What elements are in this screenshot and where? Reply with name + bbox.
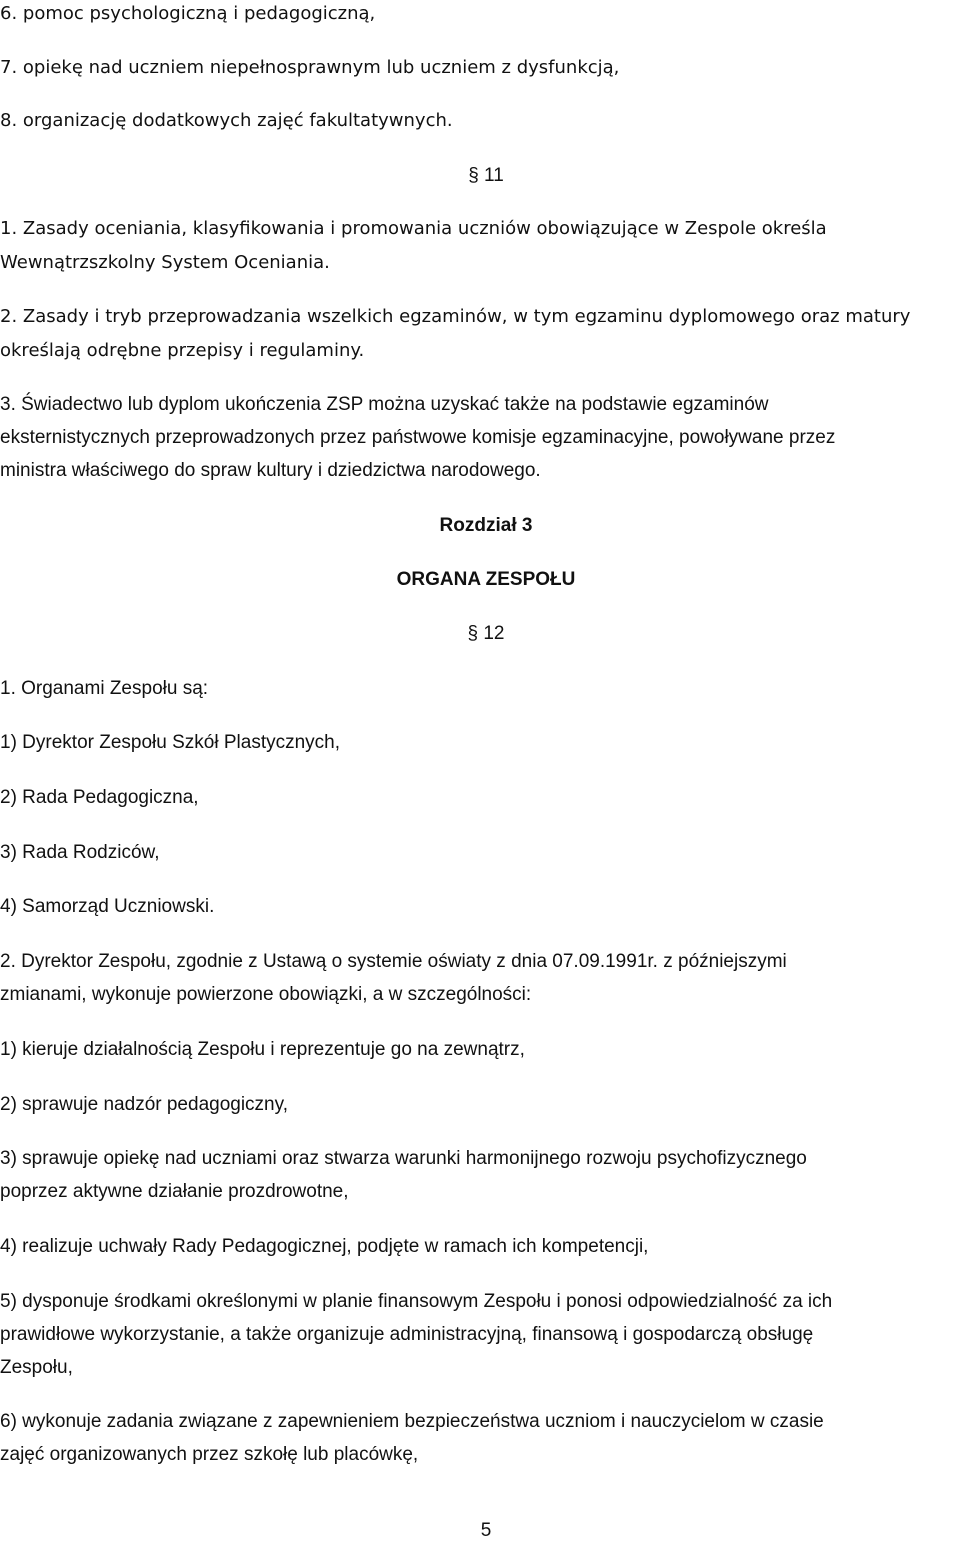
section-heading-11: § 11: [468, 165, 504, 186]
chapter-subtitle: ORGANA ZESPOŁU: [396, 569, 576, 590]
chapter-title: Rozdział 3: [439, 515, 533, 536]
list-item: poprzez aktywne działanie prozdrowotne,: [0, 1181, 349, 1202]
paragraph-line: Wewnątrzszkolny System Oceniania.: [0, 252, 330, 273]
list-item: Zespołu,: [0, 1357, 73, 1378]
paragraph-line: 1. Zasady oceniania, klasyfikowania i promowania uczniów obowiązujące w Zespole określa: [0, 218, 827, 239]
paragraph-line: 1. Organami Zespołu są:: [0, 678, 209, 699]
list-item: 6) wykonuje zadania związane z zapewnieniem bezpieczeństwa uczniom i nauczycielom w czasie: [0, 1411, 824, 1432]
paragraph-line: 2. Zasady i tryb przeprowadzania wszelkich egzaminów, w tym egzaminu dyplomowego oraz matury: [0, 306, 911, 327]
list-item: 1) kieruje działalnością Zespołu i reprezentuje go na zewnątrz,: [0, 1039, 525, 1060]
list-item: zajęć organizowanych przez szkołę lub placówkę,: [0, 1444, 419, 1465]
paragraph-line: określają odrębne przepisy i regulaminy.: [0, 340, 365, 361]
paragraph-line: ministra właściwego do spraw kultury i dziedzictwa narodowego.: [0, 460, 541, 481]
paragraph-line: eksternistycznych przeprowadzonych przez państwowe komisje egzaminacyjne, powoływane przez: [0, 427, 836, 448]
paragraph-line: 2. Dyrektor Zespołu, zgodnie z Ustawą o systemie oświaty z dnia 07.09.1991r. z późniejszymi: [0, 951, 787, 972]
list-item: 5) dysponuje środkami określonymi w planie finansowym Zespołu i ponosi odpowiedzialność za ich: [0, 1291, 833, 1312]
list-item: 2) Rada Pedagogiczna,: [0, 787, 199, 808]
list-item: 7. opiekę nad uczniem niepełnosprawnym lub uczniem z dysfunkcją,: [0, 57, 620, 78]
list-item: prawidłowe wykorzystanie, a także organizuje administracyjną, finansową i gospodarczą obsługę: [0, 1324, 814, 1345]
paragraph-line: zmianami, wykonuje powierzone obowiązki, a w szczególności:: [0, 984, 532, 1005]
page-number: 5: [480, 1520, 492, 1541]
list-item: 2) sprawuje nadzór pedagogiczny,: [0, 1094, 288, 1115]
list-item: 6. pomoc psychologiczną i pedagogiczną,: [0, 3, 376, 24]
list-item: 8. organizację dodatkowych zajęć fakultatywnych.: [0, 110, 453, 131]
list-item: 1) Dyrektor Zespołu Szkół Plastycznych,: [0, 732, 341, 753]
paragraph-line: 3. Świadectwo lub dyplom ukończenia ZSP można uzyskać także na podstawie egzaminów: [0, 394, 769, 415]
section-heading-12: § 12: [467, 623, 505, 644]
list-item: 4) realizuje uchwały Rady Pedagogicznej, podjęte w ramach ich kompetencji,: [0, 1236, 649, 1257]
list-item: 3) sprawuje opiekę nad uczniami oraz stwarza warunki harmonijnego rozwoju psychofizycznego: [0, 1148, 807, 1169]
list-item: 4) Samorząd Uczniowski.: [0, 896, 215, 917]
list-item: 3) Rada Rodziców,: [0, 842, 160, 863]
